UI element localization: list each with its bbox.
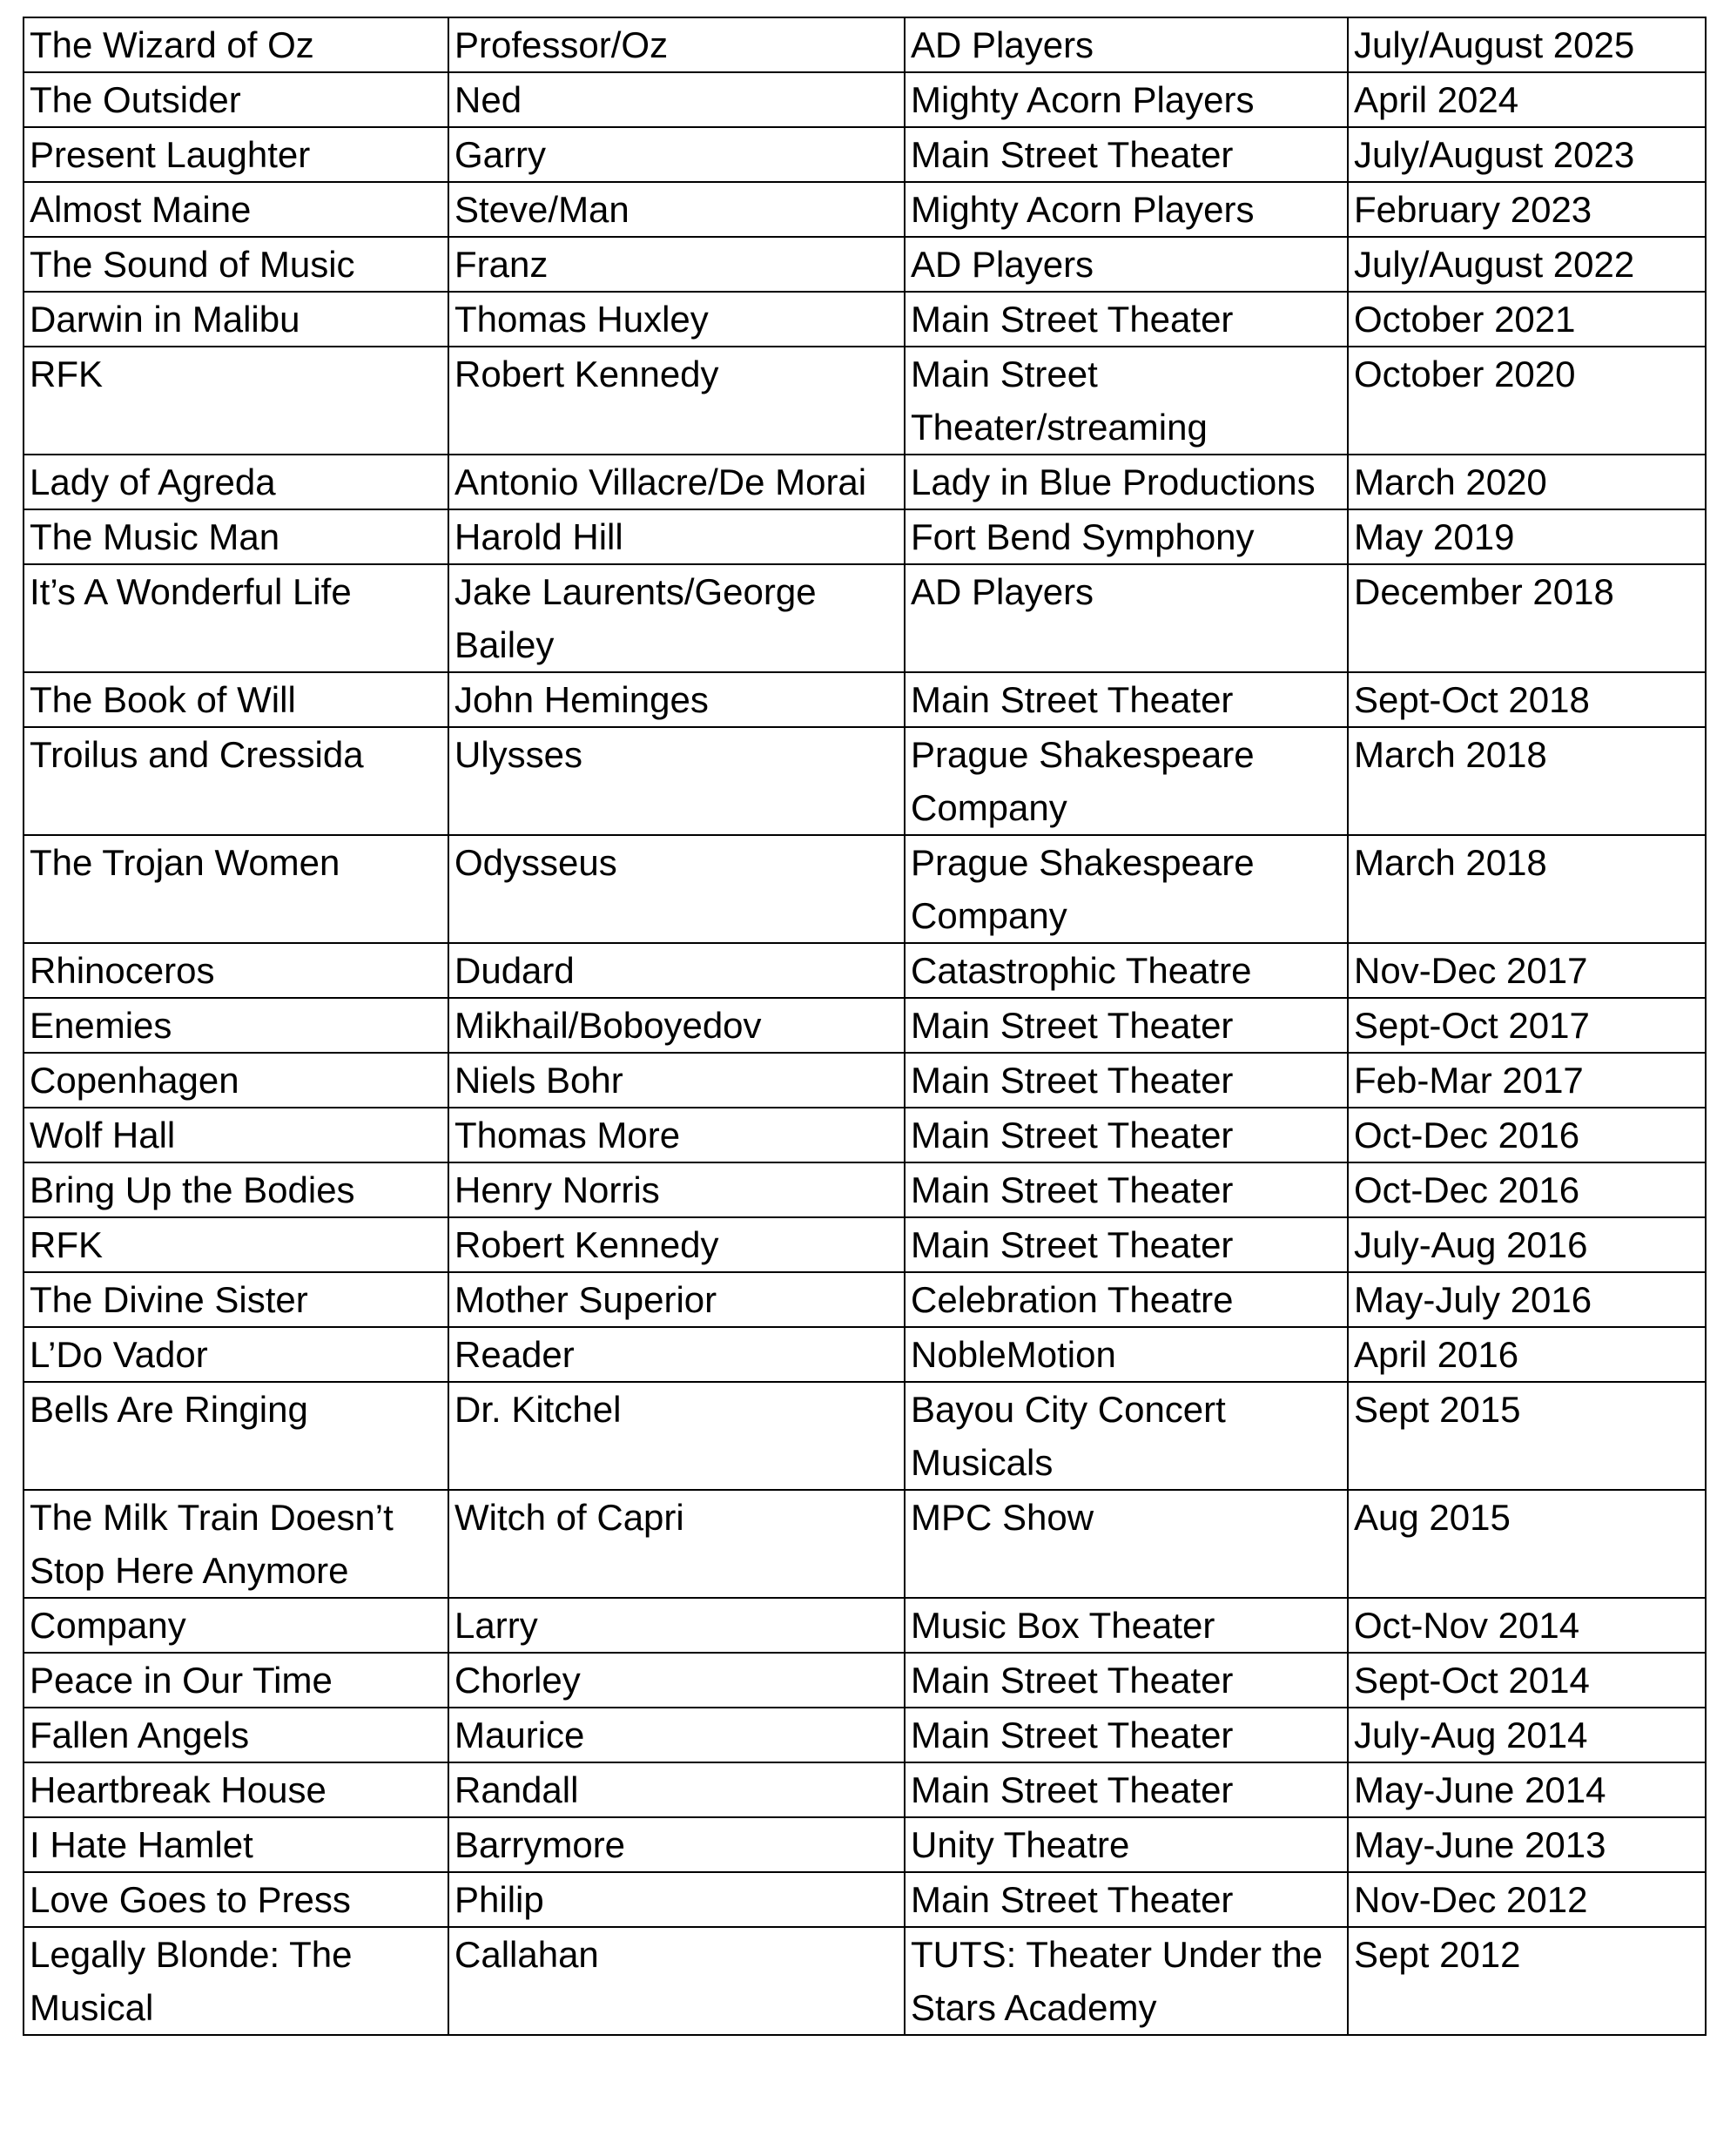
date-cell: May 2019 bbox=[1348, 509, 1706, 564]
table-row bbox=[24, 1490, 1706, 1598]
production-title-cell: Bells Are Ringing bbox=[24, 1382, 448, 1490]
company-cell: TUTS: Theater Under the Stars Academy bbox=[905, 1927, 1348, 2035]
date-cell: March 2020 bbox=[1348, 455, 1706, 509]
production-title-cell: The Sound of Music bbox=[24, 237, 448, 292]
date-cell: July-Aug 2016 bbox=[1348, 1217, 1706, 1272]
production-title-cell: Present Laughter bbox=[24, 127, 448, 182]
table-row bbox=[24, 1927, 1706, 2035]
date-cell: July/August 2022 bbox=[1348, 237, 1706, 292]
production-title-cell: Almost Maine bbox=[24, 182, 448, 237]
date-cell: Nov-Dec 2017 bbox=[1348, 943, 1706, 998]
company-cell: Mighty Acorn Players bbox=[905, 182, 1348, 237]
company-cell: Main Street Theater/streaming bbox=[905, 347, 1348, 455]
production-title-cell: Enemies bbox=[24, 998, 448, 1053]
table-row bbox=[24, 998, 1706, 1053]
production-title-cell: Wolf Hall bbox=[24, 1108, 448, 1162]
production-title-cell: The Wizard of Oz bbox=[24, 17, 448, 72]
date-cell: Sept 2012 bbox=[1348, 1927, 1706, 2035]
role-cell: Garry bbox=[448, 127, 905, 182]
role-cell: Thomas Huxley bbox=[448, 292, 905, 347]
date-cell: Nov-Dec 2012 bbox=[1348, 1872, 1706, 1927]
company-cell: Main Street Theater bbox=[905, 672, 1348, 727]
role-cell: Witch of Capri bbox=[448, 1490, 905, 1598]
table-row bbox=[24, 1762, 1706, 1817]
table-row bbox=[24, 1272, 1706, 1327]
date-cell: Oct-Dec 2016 bbox=[1348, 1162, 1706, 1217]
company-cell: AD Players bbox=[905, 17, 1348, 72]
table-row bbox=[24, 1653, 1706, 1708]
role-cell: Maurice bbox=[448, 1708, 905, 1762]
date-cell: Oct-Nov 2014 bbox=[1348, 1598, 1706, 1653]
date-cell: July-Aug 2014 bbox=[1348, 1708, 1706, 1762]
table-row bbox=[24, 564, 1706, 672]
table-row bbox=[24, 182, 1706, 237]
table-row bbox=[24, 347, 1706, 455]
date-cell: July/August 2023 bbox=[1348, 127, 1706, 182]
company-cell: Main Street Theater bbox=[905, 1053, 1348, 1108]
role-cell: Robert Kennedy bbox=[448, 1217, 905, 1272]
production-title-cell: Troilus and Cressida bbox=[24, 727, 448, 835]
company-cell: AD Players bbox=[905, 237, 1348, 292]
role-cell: Randall bbox=[448, 1762, 905, 1817]
date-cell: February 2023 bbox=[1348, 182, 1706, 237]
role-cell: Antonio Villacre/De Morai bbox=[448, 455, 905, 509]
production-title-cell: Darwin in Malibu bbox=[24, 292, 448, 347]
table-row bbox=[24, 292, 1706, 347]
production-title-cell: The Trojan Women bbox=[24, 835, 448, 943]
production-title-cell: Legally Blonde: The Musical bbox=[24, 1927, 448, 2035]
production-title-cell: Peace in Our Time bbox=[24, 1653, 448, 1708]
production-title-cell: Bring Up the Bodies bbox=[24, 1162, 448, 1217]
company-cell: Main Street Theater bbox=[905, 1108, 1348, 1162]
date-cell: December 2018 bbox=[1348, 564, 1706, 672]
table-row bbox=[24, 672, 1706, 727]
credits-table-body bbox=[24, 17, 1706, 2035]
company-cell: Music Box Theater bbox=[905, 1598, 1348, 1653]
production-title-cell: Love Goes to Press bbox=[24, 1872, 448, 1927]
role-cell: Niels Bohr bbox=[448, 1053, 905, 1108]
production-title-cell: Lady of Agreda bbox=[24, 455, 448, 509]
production-title-cell: Fallen Angels bbox=[24, 1708, 448, 1762]
role-cell: Reader bbox=[448, 1327, 905, 1382]
table-row bbox=[24, 1872, 1706, 1927]
role-cell: Philip bbox=[448, 1872, 905, 1927]
role-cell: Dudard bbox=[448, 943, 905, 998]
table-row bbox=[24, 127, 1706, 182]
production-title-cell: The Milk Train Doesn’t Stop Here Anymore bbox=[24, 1490, 448, 1598]
table-row bbox=[24, 1162, 1706, 1217]
date-cell: May-June 2013 bbox=[1348, 1817, 1706, 1872]
company-cell: Main Street Theater bbox=[905, 1762, 1348, 1817]
production-title-cell: The Music Man bbox=[24, 509, 448, 564]
production-title-cell: Company bbox=[24, 1598, 448, 1653]
date-cell: Feb-Mar 2017 bbox=[1348, 1053, 1706, 1108]
role-cell: Thomas More bbox=[448, 1108, 905, 1162]
production-title-cell: L’Do Vador bbox=[24, 1327, 448, 1382]
company-cell: Main Street Theater bbox=[905, 1872, 1348, 1927]
role-cell: Ulysses bbox=[448, 727, 905, 835]
date-cell: May-July 2016 bbox=[1348, 1272, 1706, 1327]
role-cell: Professor/Oz bbox=[448, 17, 905, 72]
table-row bbox=[24, 835, 1706, 943]
table-row bbox=[24, 1598, 1706, 1653]
company-cell: Bayou City Concert Musicals bbox=[905, 1382, 1348, 1490]
production-title-cell: The Outsider bbox=[24, 72, 448, 127]
date-cell: May-June 2014 bbox=[1348, 1762, 1706, 1817]
role-cell: Franz bbox=[448, 237, 905, 292]
table-row bbox=[24, 72, 1706, 127]
company-cell: Main Street Theater bbox=[905, 292, 1348, 347]
production-title-cell: The Book of Will bbox=[24, 672, 448, 727]
role-cell: Mother Superior bbox=[448, 1272, 905, 1327]
table-row bbox=[24, 509, 1706, 564]
date-cell: October 2021 bbox=[1348, 292, 1706, 347]
production-title-cell: Heartbreak House bbox=[24, 1762, 448, 1817]
production-title-cell: RFK bbox=[24, 1217, 448, 1272]
company-cell: AD Players bbox=[905, 564, 1348, 672]
date-cell: Oct-Dec 2016 bbox=[1348, 1108, 1706, 1162]
date-cell: April 2016 bbox=[1348, 1327, 1706, 1382]
company-cell: NobleMotion bbox=[905, 1327, 1348, 1382]
company-cell: Fort Bend Symphony bbox=[905, 509, 1348, 564]
date-cell: Aug 2015 bbox=[1348, 1490, 1706, 1598]
company-cell: Unity Theatre bbox=[905, 1817, 1348, 1872]
role-cell: Barrymore bbox=[448, 1817, 905, 1872]
date-cell: March 2018 bbox=[1348, 835, 1706, 943]
company-cell: Main Street Theater bbox=[905, 1217, 1348, 1272]
date-cell: October 2020 bbox=[1348, 347, 1706, 455]
company-cell: Catastrophic Theatre bbox=[905, 943, 1348, 998]
production-title-cell: RFK bbox=[24, 347, 448, 455]
role-cell: Dr. Kitchel bbox=[448, 1382, 905, 1490]
production-title-cell: I Hate Hamlet bbox=[24, 1817, 448, 1872]
date-cell: Sept 2015 bbox=[1348, 1382, 1706, 1490]
production-title-cell: Copenhagen bbox=[24, 1053, 448, 1108]
table-row bbox=[24, 943, 1706, 998]
company-cell: Main Street Theater bbox=[905, 127, 1348, 182]
table-row bbox=[24, 1053, 1706, 1108]
table-row bbox=[24, 1327, 1706, 1382]
role-cell: John Heminges bbox=[448, 672, 905, 727]
table-row bbox=[24, 455, 1706, 509]
date-cell: Sept-Oct 2014 bbox=[1348, 1653, 1706, 1708]
company-cell: Main Street Theater bbox=[905, 1162, 1348, 1217]
table-row bbox=[24, 237, 1706, 292]
table-row bbox=[24, 17, 1706, 72]
role-cell: Steve/Man bbox=[448, 182, 905, 237]
company-cell: Mighty Acorn Players bbox=[905, 72, 1348, 127]
production-title-cell: It’s A Wonderful Life bbox=[24, 564, 448, 672]
role-cell: Robert Kennedy bbox=[448, 347, 905, 455]
role-cell: Harold Hill bbox=[448, 509, 905, 564]
production-title-cell: The Divine Sister bbox=[24, 1272, 448, 1327]
company-cell: Lady in Blue Productions bbox=[905, 455, 1348, 509]
table-row bbox=[24, 727, 1706, 835]
role-cell: Jake Laurents/George Bailey bbox=[448, 564, 905, 672]
date-cell: April 2024 bbox=[1348, 72, 1706, 127]
role-cell: Larry bbox=[448, 1598, 905, 1653]
table-row bbox=[24, 1382, 1706, 1490]
role-cell: Mikhail/Boboyedov bbox=[448, 998, 905, 1053]
date-cell: March 2018 bbox=[1348, 727, 1706, 835]
company-cell: Main Street Theater bbox=[905, 1708, 1348, 1762]
company-cell: Main Street Theater bbox=[905, 998, 1348, 1053]
company-cell: MPC Show bbox=[905, 1490, 1348, 1598]
production-title-cell: Rhinoceros bbox=[24, 943, 448, 998]
role-cell: Callahan bbox=[448, 1927, 905, 2035]
credits-table bbox=[23, 17, 1707, 2036]
role-cell: Henry Norris bbox=[448, 1162, 905, 1217]
table-row bbox=[24, 1217, 1706, 1272]
role-cell: Chorley bbox=[448, 1653, 905, 1708]
company-cell: Prague Shakespeare Company bbox=[905, 727, 1348, 835]
role-cell: Odysseus bbox=[448, 835, 905, 943]
table-row bbox=[24, 1708, 1706, 1762]
role-cell: Ned bbox=[448, 72, 905, 127]
company-cell: Celebration Theatre bbox=[905, 1272, 1348, 1327]
company-cell: Prague Shakespeare Company bbox=[905, 835, 1348, 943]
table-row bbox=[24, 1108, 1706, 1162]
date-cell: Sept-Oct 2018 bbox=[1348, 672, 1706, 727]
table-row bbox=[24, 1817, 1706, 1872]
company-cell: Main Street Theater bbox=[905, 1653, 1348, 1708]
date-cell: Sept-Oct 2017 bbox=[1348, 998, 1706, 1053]
date-cell: July/August 2025 bbox=[1348, 17, 1706, 72]
